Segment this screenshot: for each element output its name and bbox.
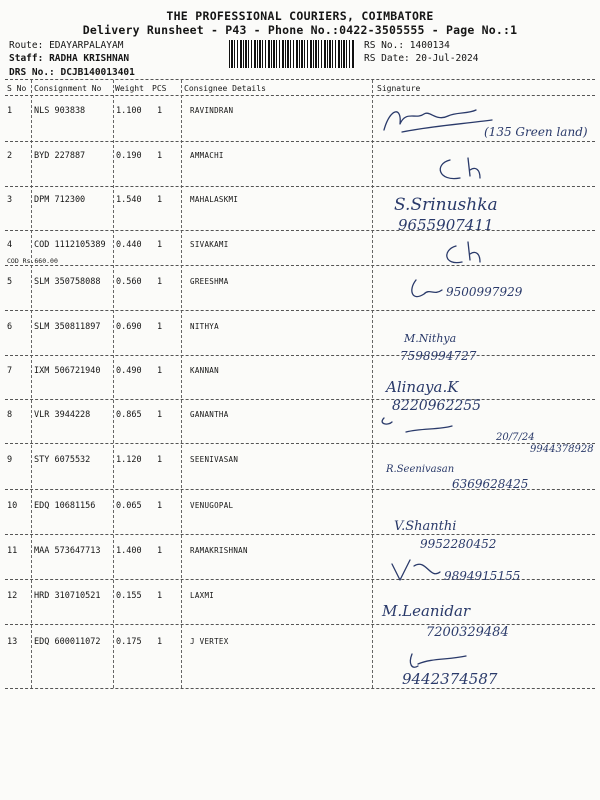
signature-note: (135 Green land) [484,125,588,139]
weight-cell: 0.065 [116,501,142,511]
pcs-cell: 1 [157,106,163,116]
consignment-no-cell: DPM 712300 [34,195,86,205]
rs-no-line [364,40,450,51]
consignee-name-cell: AMMACHI [190,151,224,160]
drs-value: DCJB140013401 [60,67,135,78]
pcs-cell: 1 [157,591,163,601]
consignee-name-cell: LAXMI [190,591,215,600]
col-pcs-header: PCS [152,84,167,93]
col-sno-header: S No [7,84,27,93]
weight-cell: 0.155 [116,591,142,601]
consignment-no-cell: SLM 350758088 [34,277,101,287]
drs-line [9,67,135,78]
weight-cell: 0.440 [116,240,142,250]
signature-name: S.Srinushka [394,195,498,215]
signature-name: M.Nithya [404,332,457,345]
rs-date-value: 20-Jul-2024 [415,53,479,64]
sno-cell: 2 [7,151,13,161]
signature-name: M.Leanidar [382,602,471,620]
pcs-cell: 1 [157,546,163,556]
handwritten-signatures [372,80,596,700]
runsheet-title: Delivery Runsheet - P43 - Phone No.:0422-3505555 - Page No.:1 [82,23,518,37]
cod-amount-note: COD Rs.660.00 [7,257,58,265]
weight-cell: 0.865 [116,410,142,420]
staff-value: RADHA KRISHNAN [49,53,130,64]
consignment-no-cell: NLS 903838 [34,106,86,116]
column-divider [181,80,182,688]
weight-cell: 0.490 [116,366,142,376]
signature-name: R.Seenivasan [386,464,455,475]
consignee-name-cell: RAMAKRISHNAN [190,546,248,555]
pcs-cell: 1 [157,151,163,161]
col-consignment-header: Consignment No [34,84,102,93]
sno-cell: 4 [7,240,13,250]
consignment-no-cell: SLM 350811897 [34,322,101,332]
consignment-no-cell: HRD 310710521 [34,591,101,601]
consignment-no-cell: EDQ 600011072 [34,637,101,647]
consignee-name-cell: KANNAN [190,366,219,375]
signature-phone: 6369628425 [452,477,529,491]
consignment-no-cell: STY 6075532 [34,455,91,465]
pcs-cell: 1 [157,277,163,287]
sno-cell: 13 [7,637,18,647]
company-title: THE PROFESSIONAL COURIERS, COIMBATORE [166,9,434,23]
col-weight-header: Weight [115,84,144,93]
weight-cell: 1.400 [116,546,142,556]
consignee-name-cell: VENUGOPAL [190,501,234,510]
col-consignee-header: Consignee Details [184,84,266,93]
consignment-no-cell: EDQ 10681156 [34,501,96,511]
weight-cell: 0.560 [116,277,142,287]
consignee-name-cell: SIVAKAMI [190,240,229,249]
route-line [9,40,123,51]
pcs-cell: 1 [157,455,163,465]
drs-label: DRS No.: [9,67,55,78]
signature-phone: 9500997929 [446,285,523,299]
consignee-name-cell: NITHYA [190,322,219,331]
signature-stroke [440,158,480,179]
signature-stroke [392,560,440,580]
route-label: Route: [9,40,44,51]
consignee-name-cell: MAHALASKMI [190,195,239,204]
consignment-no-cell: IXM 506721940 [34,366,101,376]
weight-cell: 0.690 [116,322,142,332]
pcs-cell: 1 [157,366,163,376]
pcs-cell: 1 [157,195,163,205]
consignment-no-cell: COD 1112105389 [34,240,106,250]
sno-cell: 6 [7,322,13,332]
signature-phone: 9952280452 [420,537,497,551]
pcs-cell: 1 [157,322,163,332]
rs-no-label: RS No.: [364,40,405,51]
sno-cell: 10 [7,501,18,511]
pcs-cell: 1 [157,410,163,420]
signature-name: Alinaya.K [386,378,459,396]
signature-stroke [412,280,442,297]
consignee-name-cell: GREESHMA [190,277,229,286]
signature-stroke [382,418,452,432]
signature-phone: 9442374587 [402,670,498,688]
signature-phone: 9944378928 [530,444,594,455]
signature-phone: 8220962255 [392,398,482,414]
signature-stroke [410,654,466,667]
signature-stroke [402,120,492,132]
column-divider [31,80,32,688]
rs-no-value: 1400134 [409,40,450,51]
barcode-image [229,40,355,68]
weight-cell: 0.190 [116,151,142,161]
staff-line [9,53,129,64]
consignee-name-cell: RAVINDRAN [190,106,234,115]
consignee-name-cell: GANANTHA [190,410,229,419]
sno-cell: 7 [7,366,13,376]
signature-phone: 7200329484 [426,625,509,640]
signature-stroke [447,242,480,263]
sno-cell: 12 [7,591,18,601]
pcs-cell: 1 [157,240,163,250]
rs-date-label: RS Date: [364,53,410,64]
sno-cell: 3 [7,195,13,205]
consignee-name-cell: SEENIVASAN [190,455,239,464]
weight-cell: 1.120 [116,455,142,465]
weight-cell: 1.540 [116,195,142,205]
consignment-no-cell: BYD 227887 [34,151,86,161]
signature-phone: 7598994727 [400,349,477,363]
signature-name: V.Shanthi [394,519,457,534]
signature-date: 20/7/24 [496,432,535,443]
signature-phone: 9655907411 [398,216,494,234]
sno-cell: 11 [7,546,18,556]
staff-label: Staff: [9,53,44,64]
consignment-no-cell: MAA 573647713 [34,546,101,556]
consignee-name-cell: J VERTEX [190,637,229,646]
weight-cell: 0.175 [116,637,142,647]
pcs-cell: 1 [157,637,163,647]
rs-date-line [364,53,478,64]
column-divider [113,80,114,688]
signature-phone: 9894915155 [444,569,521,583]
sno-cell: 5 [7,277,13,287]
route-value: EDAYARPALAYAM [49,40,124,51]
col-signature-header: Signature [377,84,421,93]
sno-cell: 8 [7,410,13,420]
sno-cell: 9 [7,455,13,465]
sno-cell: 1 [7,106,13,116]
pcs-cell: 1 [157,501,163,511]
consignment-no-cell: VLR 3944228 [34,410,91,420]
weight-cell: 1.100 [116,106,142,116]
